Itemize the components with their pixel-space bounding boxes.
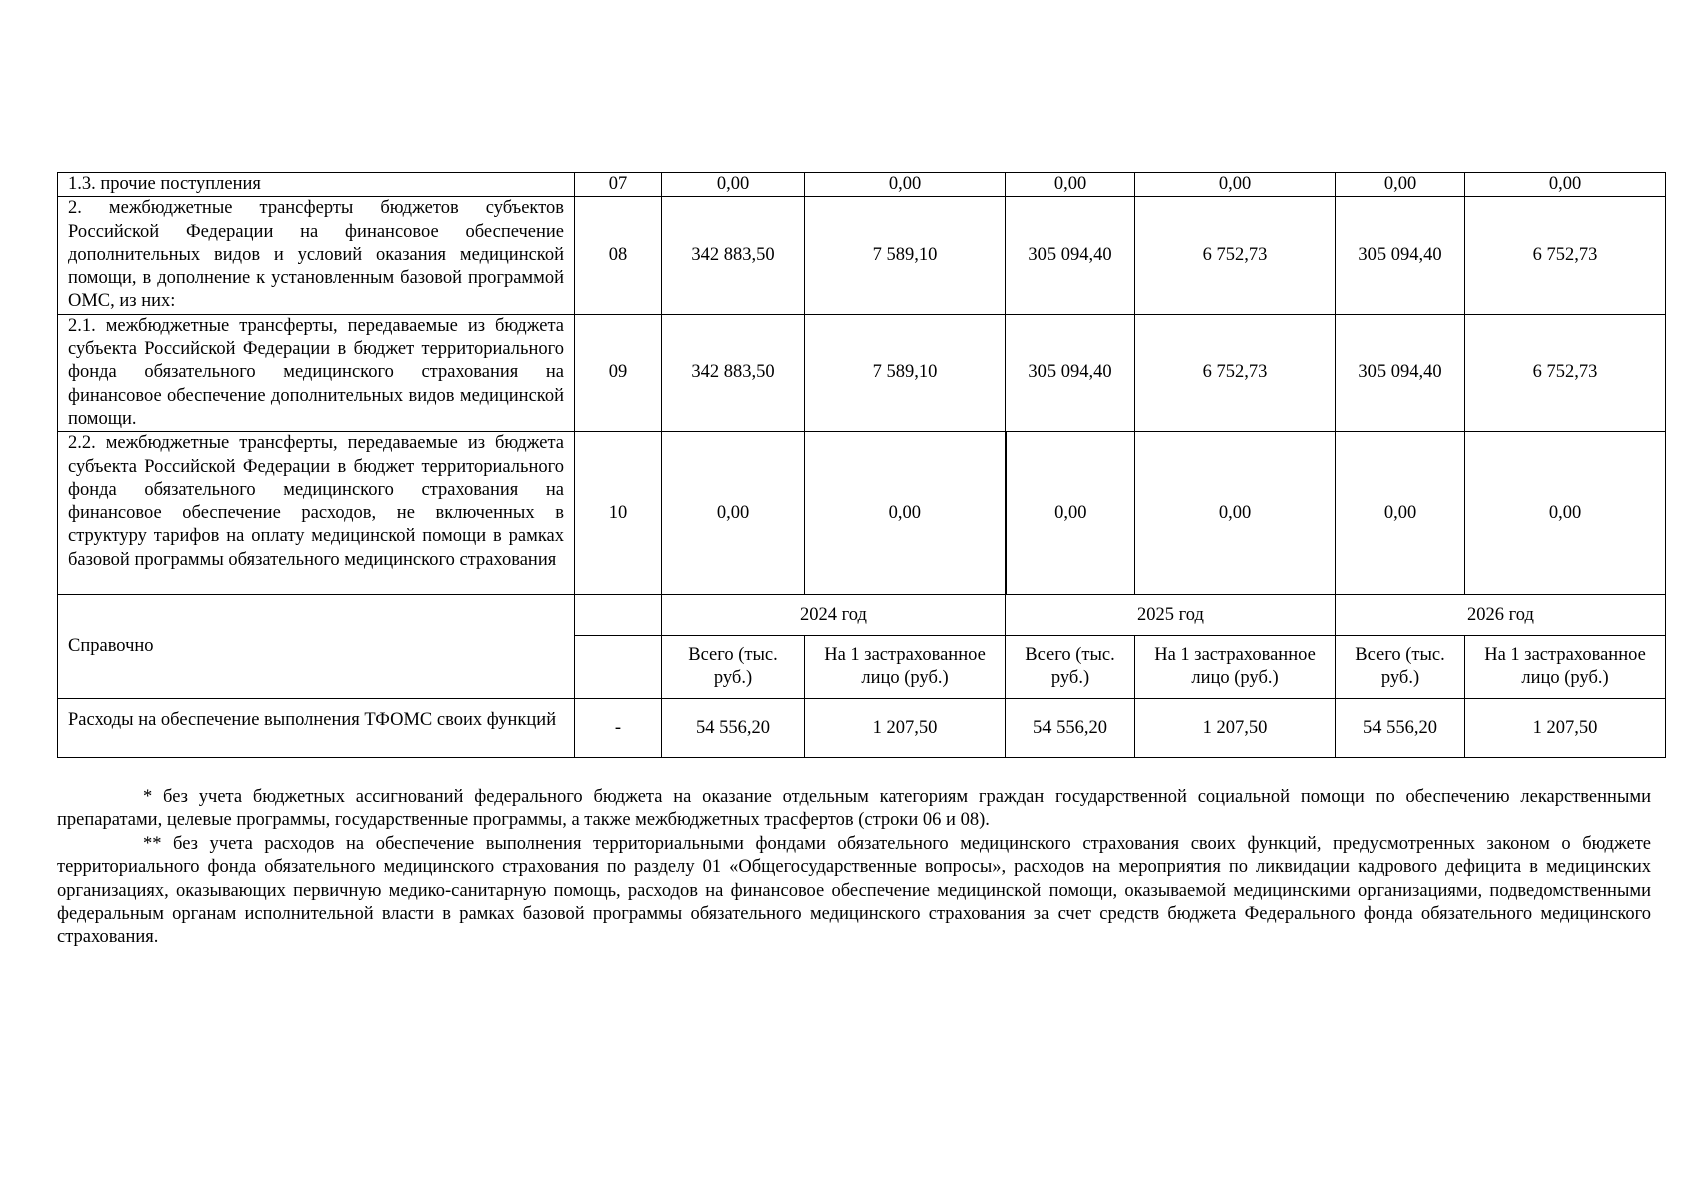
reference-label: Справочно — [58, 595, 575, 699]
value-cell: 0,00 — [805, 173, 1006, 197]
table-row — [58, 197, 1666, 314]
row-code: 08 — [575, 197, 662, 314]
value-cell: 0,00 — [662, 432, 805, 595]
value-cell: 0,00 — [1006, 173, 1135, 197]
year-header: 2024 год — [662, 595, 1006, 636]
row-code: 07 — [575, 173, 662, 197]
value-cell: 7 589,10 — [805, 197, 1006, 314]
value-cell: 0,00 — [662, 173, 805, 197]
footnote-2: ** без учета расходов на обеспечение выполнения территориальными фондами обязательного медицинского страхования своих функций, предусмотренных законом о бюджете территориального фонда обязательного медицинского страхования по разделу 01 «Общегосударственные вопросы», расходов на мероприятия по ликвидации кадрового дефицита в медицинских организациях, оказывающих первичную медико-санитарную помощь, расходов на финансовое обеспечение медицинской помощи, оказываемой медицинскими организациями, подведомственными федеральным органам исполнительной власти в рамках базовой программы обязательного медицинского страхования за счет средств бюджета Федерального фонда обязательного медицинского страхования. — [57, 833, 1651, 948]
row-label: 2.2. межбюджетные трансферты, передаваемые из бюджета субъекта Российской Федерации в бюджет территориального фонда обязательного медицинского страхования на финансовое обеспечение расходов, не включенных в структуру тарифов на оплату медицинской помощи в рамках базовой программы обязательного медицинского страхования — [58, 432, 575, 595]
row-code: 10 — [575, 432, 662, 595]
value-cell: 6 752,73 — [1465, 314, 1666, 431]
col-header-per-person: На 1 застрахованное лицо (руб.) — [805, 636, 1006, 699]
value-cell: 305 094,40 — [1006, 197, 1135, 314]
value-cell: 1 207,50 — [1465, 699, 1666, 758]
value-cell: 342 883,50 — [662, 314, 805, 431]
value-cell: 0,00 — [1006, 432, 1135, 595]
reference-year-row — [58, 595, 1666, 636]
col-header-total: Всего (тыс. руб.) — [662, 636, 805, 699]
expenses-row — [58, 699, 1666, 758]
value-cell: 6 752,73 — [1465, 197, 1666, 314]
empty-code-cell — [575, 595, 662, 636]
empty-code-cell — [575, 636, 662, 699]
value-cell: 0,00 — [1135, 432, 1336, 595]
value-cell: 6 752,73 — [1135, 314, 1336, 431]
col-header-per-person: На 1 застрахованное лицо (руб.) — [1135, 636, 1336, 699]
value-cell: 0,00 — [1465, 432, 1666, 595]
row-label: 2.1. межбюджетные трансферты, передаваемые из бюджета субъекта Российской Федерации в бюджет территориального фонда обязательного медицинского страхования на финансовое обеспечение дополнительных видов медицинской помощи. — [58, 314, 575, 431]
value-cell: 54 556,20 — [662, 699, 805, 758]
value-cell: 0,00 — [1135, 173, 1336, 197]
value-cell: 1 207,50 — [1135, 699, 1336, 758]
expenses-label: Расходы на обеспечение выполнения ТФОМС своих функций — [58, 699, 575, 758]
value-cell: 0,00 — [1336, 432, 1465, 595]
row-label: 1.3. прочие поступления — [58, 173, 575, 197]
table-row — [58, 432, 1666, 595]
expenses-code: - — [575, 699, 662, 758]
footnote-1: * без учета бюджетных ассигнований федерального бюджета на оказание отдельным категориям граждан государственной социальной помощи по обеспечению лекарственными препаратами, целевые программы, государственные программы, а также межбюджетных трасфертов (строки 06 и 08). — [57, 787, 1651, 831]
value-cell: 305 094,40 — [1336, 314, 1465, 431]
table-row — [58, 314, 1666, 431]
value-cell: 0,00 — [805, 432, 1006, 595]
value-cell: 54 556,20 — [1336, 699, 1465, 758]
row-code: 09 — [575, 314, 662, 431]
row-label: 2. межбюджетные трансферты бюджетов субъектов Российской Федерации на финансовое обеспечение дополнительных видов и условий оказания медицинской помощи, в дополнение к установленным базовой программой ОМС, из них: — [58, 197, 575, 314]
col-header-total: Всего (тыс. руб.) — [1006, 636, 1135, 699]
value-cell: 6 752,73 — [1135, 197, 1336, 314]
value-cell: 305 094,40 — [1336, 197, 1465, 314]
footnotes — [57, 786, 1651, 950]
year-header: 2026 год — [1336, 595, 1666, 636]
col-header-total: Всего (тыс. руб.) — [1336, 636, 1465, 699]
col-header-per-person: На 1 застрахованное лицо (руб.) — [1465, 636, 1666, 699]
table-row — [58, 173, 1666, 197]
value-cell: 0,00 — [1336, 173, 1465, 197]
budget-table — [57, 172, 1666, 758]
value-cell: 54 556,20 — [1006, 699, 1135, 758]
value-cell: 7 589,10 — [805, 314, 1006, 431]
year-header: 2025 год — [1006, 595, 1336, 636]
value-cell: 305 094,40 — [1006, 314, 1135, 431]
value-cell: 1 207,50 — [805, 699, 1006, 758]
budget-table-section — [57, 172, 1665, 758]
value-cell: 342 883,50 — [662, 197, 805, 314]
value-cell: 0,00 — [1465, 173, 1666, 197]
